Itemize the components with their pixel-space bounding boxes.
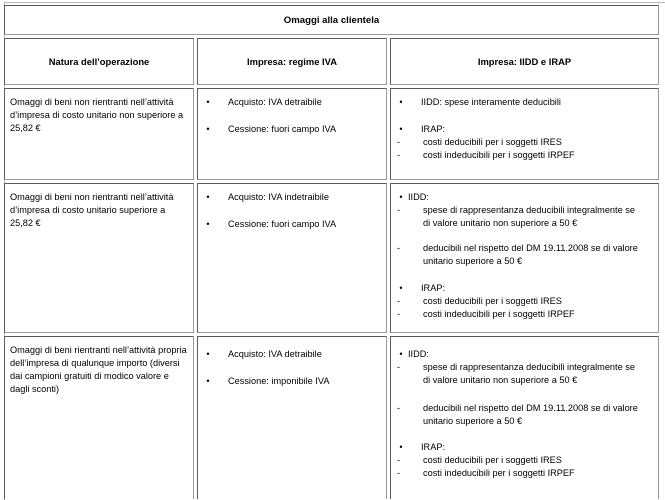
row2-iva-cell: • Acquisto: IVA indetraibile • Cessione: fuori campo IVA bbox=[197, 183, 387, 333]
list-item: - costi deducibili per i soggetti IRES bbox=[397, 137, 562, 147]
bullet-icon: • bbox=[206, 192, 210, 202]
list-item-continuation: unitario superiore a 50 € bbox=[423, 416, 523, 426]
list-item-continuation: unitario superiore a 50 € bbox=[423, 256, 523, 266]
table-title-cell bbox=[4, 5, 659, 35]
header-natura bbox=[4, 38, 194, 85]
dash-icon: - bbox=[397, 309, 401, 319]
list-item: - spese di rappresentanza deducibili integralmente se bbox=[397, 362, 635, 372]
list-item: - costi indeducibili per i soggetti IRPEF bbox=[397, 150, 575, 160]
row3-nature-cell bbox=[4, 336, 194, 499]
dash-icon: - bbox=[397, 205, 401, 215]
header-iidd-label: Impresa: IIDD e IRAP bbox=[477, 56, 572, 67]
list-item: - deducibili nel rispetto del DM 19.11.2008 se di valore bbox=[397, 243, 638, 253]
row3-iva-cell: • Acquisto: IVA detraibile • Cessione: imponibile IVA bbox=[197, 336, 387, 499]
dash-icon: - bbox=[397, 150, 401, 160]
table-title: Omaggi alla clientela bbox=[283, 15, 380, 26]
header-iva-label: Impresa: regime IVA bbox=[247, 56, 337, 67]
list-item: - spese di rappresentanza deducibili integralmente se bbox=[397, 205, 635, 215]
dash-icon: - bbox=[397, 455, 401, 465]
list-item: - costi indeducibili per i soggetti IRPEF bbox=[397, 309, 575, 319]
list-item-continuation: di valore unitario non superiore a 50 € bbox=[423, 218, 578, 228]
bullet-icon: • bbox=[399, 442, 403, 452]
row3-nature: Omaggi di beni rientranti nell’attività propria dell’impresa di qualunque importo (diversi dai campioni gratuiti di modico valore e dagli sconti) bbox=[10, 345, 187, 394]
row2-iidd-cell: • IIDD: - spese di rappresentanza deducibili integralmente se di valore unitario non superiore a 50 € - deducibili nel rispetto del DM 19.11.2008 se di valore unitario superiore a 50 € • IRAP: - costi deducibili per i soggetti IRES - costi indeducibili per i soggetti IRPEF bbox=[390, 183, 659, 333]
row1-nature: Omaggi di beni non rientranti nell’attività d’impresa di costo unitario non superiore a 25,82 € bbox=[10, 97, 184, 133]
header-iva bbox=[197, 38, 387, 85]
bullet-icon: • bbox=[206, 124, 210, 134]
bullet-icon: • bbox=[399, 124, 403, 134]
dash-icon: - bbox=[397, 468, 401, 478]
header-natura-label: Natura dell’operazione bbox=[48, 56, 150, 67]
list-item: - deducibili nel rispetto del DM 19.11.2008 se di valore bbox=[397, 403, 638, 413]
bullet-icon: • bbox=[399, 192, 403, 202]
row3-iidd-cell: • IIDD: - spese di rappresentanza deducibili integralmente se di valore unitario non superiore a 50 € - deducibili nel rispetto del DM 19.11.2008 se di valore unitario superiore a 50 € • IRAP: - costi deducibili per i soggetti IRES - costi indeducibili per i soggetti IRPEF bbox=[390, 336, 659, 499]
bullet-icon: • bbox=[206, 219, 210, 229]
dash-icon: - bbox=[397, 296, 401, 306]
list-item: - costi deducibili per i soggetti IRES bbox=[397, 455, 562, 465]
bullet-icon: • bbox=[399, 349, 403, 359]
row1-iidd-cell: • IIDD: spese interamente deducibili • IRAP: - costi deducibili per i soggetti IRES - costi indeducibili per i soggetti IRPEF bbox=[390, 88, 659, 180]
header-iidd-irap bbox=[390, 38, 659, 85]
bullet-icon: • bbox=[399, 283, 403, 293]
list-item-continuation: di valore unitario non superiore a 50 € bbox=[423, 375, 578, 385]
row1-nature-cell bbox=[4, 88, 194, 180]
dash-icon: - bbox=[397, 362, 401, 372]
bullet-icon: • bbox=[206, 349, 210, 359]
dash-icon: - bbox=[397, 137, 401, 147]
row2-nature: Omaggi di beni non rientranti nell’attività d’impresa di costo unitario superiore a 25,82 € bbox=[10, 192, 174, 228]
row2-nature-cell bbox=[4, 183, 194, 333]
bullet-icon: • bbox=[206, 376, 210, 386]
dash-icon: - bbox=[397, 243, 401, 253]
list-item: - costi indeducibili per i soggetti IRPEF bbox=[397, 468, 575, 478]
row1-iva-cell: • Acquisto: IVA detraibile • Cessione: fuori campo IVA bbox=[197, 88, 387, 180]
bullet-icon: • bbox=[206, 97, 210, 107]
bullet-icon: • bbox=[399, 97, 403, 107]
list-item: - costi deducibili per i soggetti IRES bbox=[397, 296, 562, 306]
dash-icon: - bbox=[397, 403, 401, 413]
